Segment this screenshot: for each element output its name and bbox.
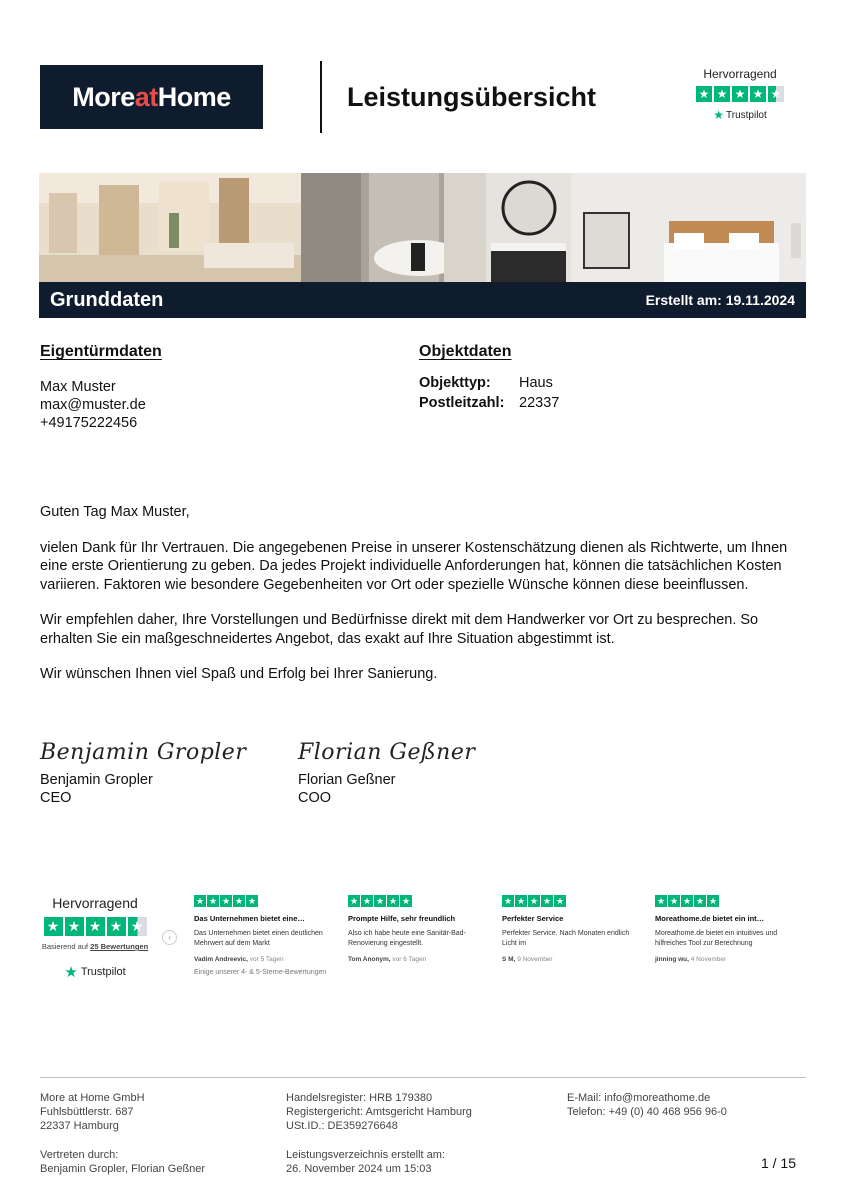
page-number: 1 / 15 [760,1155,796,1171]
trustpilot-header-badge[interactable] [680,67,800,122]
star-icon: ★ [708,896,718,906]
star-icon: ★ [208,896,218,906]
signatory-role: CEO [40,790,72,806]
object-value: Haus [519,375,553,391]
trustpilot-summary[interactable] [40,895,150,981]
footer-divider [40,1077,806,1078]
letter-paragraph: vielen Dank für Ihr Vertrauen. Die angegebenen Preise in unserer Kostenschätzung dienen als Richtwerte, um Ihnen eine erste Orientierung zu geben. Da jedes Projekt individuelle Anforderungen hat, können die tatsächlichen Kosten variieren. Faktoren wie besondere Gegebenheiten vor Ort oder spezielle Wünsche können diese beeinflussen. [40,539,788,593]
object-heading: Objektdaten [419,343,512,360]
letter-body [40,503,810,701]
reviews-note: Einige unserer 4- & 5-Sterne-Bewertungen [194,969,327,976]
review-card[interactable] [348,895,488,963]
handwritten-signature: Florian Geßner [298,740,476,765]
owner-name: Max Muster [40,379,116,395]
logo-text-home: Home [157,81,231,112]
company-logo [40,65,263,129]
owner-phone[interactable]: +49175222456 [40,415,138,431]
review-card[interactable] [194,895,334,963]
review-author-name: Vadim Andreevic, [194,956,248,963]
reviews-count [40,942,150,951]
review-body: Moreathome.de bietet ein intuitives und hilfreiches Tool zur Berechnung [655,930,778,947]
star-icon: ★ [682,896,692,906]
star-icon: ★ [542,896,552,906]
signature-block [298,740,476,807]
letter-paragraph: Wir wünschen Ihnen viel Spaß und Erfolg bei Ihrer Sanierung. [40,666,438,682]
star-icon: ★ [516,896,526,906]
reviews-rating-label: Hervorragend [52,895,138,911]
review-title: Das Unternehmen bietet eine… [194,914,305,923]
review-body: Perfekter Service. Nach Monaten endlich Licht im [502,930,630,947]
star-icon: ★ [234,896,244,906]
review-stars [348,895,488,907]
star-icon: ★ [247,896,257,906]
owner-details [40,378,146,432]
object-key: Postleitzahl: [419,395,505,411]
reviews-count-link[interactable]: 25 Bewertungen [90,942,149,951]
trustpilot-rating-label: Hervorragend [703,67,777,81]
footer-created [286,1148,445,1176]
review-body: Das Unternehmen bietet einen deutlichen Mehrwert auf dem Markt [194,930,323,947]
footer-created-label: Leistungsverzeichnis erstellt am: [286,1149,445,1161]
review-author-name: Tom Anonym, [348,956,391,963]
review-title: Moreathome.de bietet ein int… [655,914,765,923]
footer-contact [567,1091,727,1119]
star-icon: ★ [375,896,385,906]
footer-street: Fuhlsbüttlerstr. 687 [40,1106,134,1118]
trustpilot-star-icon: ★ [713,108,724,122]
review-author [502,956,642,963]
review-card[interactable] [655,895,795,963]
signature-block [40,740,247,807]
star-icon: ★ [732,86,748,102]
half-star-icon: ★ [128,917,147,936]
footer-company [40,1091,145,1133]
object-key: Objekttyp: [419,375,491,391]
star-icon: ★ [86,917,105,936]
header-divider [320,61,322,133]
object-details [419,373,559,413]
document-title: Leistungsübersicht [347,82,597,112]
star-icon: ★ [195,896,205,906]
star-icon: ★ [669,896,679,906]
interior-banner-image [39,173,806,283]
star-icon: ★ [503,896,513,906]
review-age: 9 November [517,956,553,963]
footer-created-value: 26. November 2024 um 15:03 [286,1163,432,1175]
star-icon: ★ [349,896,359,906]
logo-text-more: More [72,81,135,112]
reviews-stars [40,917,150,936]
footer-register-number: Handelsregister: HRB 179380 [286,1092,433,1104]
section-header-grunddaten [39,282,806,318]
letter-greeting: Guten Tag Max Muster, [40,504,190,520]
star-icon: ★ [44,917,63,936]
star-icon: ★ [107,917,126,936]
review-author-name: jinning wu, [655,956,689,963]
review-age: 4 November [690,956,727,963]
review-stars [502,895,642,907]
review-age: vor 6 Tagen [392,956,427,963]
review-author [655,956,795,963]
footer-reps: Benjamin Gropler, Florian Geßner [40,1163,206,1175]
object-row [419,373,559,393]
footer-company-name: More at Home GmbH [40,1092,145,1104]
review-title: Perfekter Service [502,914,564,923]
review-title: Prompte Hilfe, sehr freundlich [348,914,456,923]
trustpilot-brand: Trustpilot [726,109,767,121]
star-icon: ★ [65,917,84,936]
star-icon: ★ [696,86,712,102]
review-stars [194,895,334,907]
star-icon: ★ [750,86,766,102]
created-date: Erstellt am: 19.11.2024 [645,292,795,308]
half-star-icon: ★ [768,86,784,102]
review-body: Also ich habe heute eine Sanitär-Bad-Renovierung eingestellt. [348,930,466,947]
review-author-name: S M, [502,956,516,963]
star-icon: ★ [401,896,411,906]
trustpilot-brand: Trustpilot [80,966,126,978]
star-icon: ★ [362,896,372,906]
owner-heading: Eigentürmdaten [40,343,162,360]
star-icon: ★ [529,896,539,906]
trustpilot-stars [680,86,800,102]
star-icon: ★ [388,896,398,906]
review-stars [655,895,795,907]
star-icon: ★ [714,86,730,102]
star-icon: ★ [656,896,666,906]
logo-text-at: at [134,81,158,112]
section-title: Grunddaten [50,288,164,311]
review-card[interactable] [502,895,642,963]
star-icon: ★ [221,896,231,906]
footer-phone[interactable]: Telefon: +49 (0) 40 468 956 96-0 [567,1106,727,1118]
object-value: 22337 [519,395,560,411]
footer-city: 22337 Hamburg [40,1120,119,1132]
carousel-prev-arrow-icon[interactable]: ‹ [162,930,177,945]
star-icon: ★ [555,896,565,906]
footer-representatives [40,1148,205,1176]
owner-email[interactable]: max@muster.de [40,397,146,413]
signatory-name: Florian Geßner [298,772,396,788]
letter-paragraph: Wir empfehlen daher, Ihre Vorstellungen und Bedürfnisse direkt mit dem Handwerker vor Ort zu besprechen. So erhalten Sie ein maßgeschneidertes Angebot, das exakt auf Ihre Situation abgestimmt ist. [40,612,759,647]
footer-register [286,1091,472,1133]
review-author [348,956,488,963]
footer-court: Registergericht: Amtsgericht Hamburg [286,1106,472,1118]
review-author [194,956,334,963]
handwritten-signature: Benjamin Gropler [40,740,247,765]
trustpilot-star-icon: ★ [64,964,78,981]
signatory-name: Benjamin Gropler [40,772,153,788]
review-age: vor 5 Tagen [249,956,284,963]
footer-rep-label: Vertreten durch: [40,1149,119,1161]
footer-email[interactable]: E-Mail: info@moreathome.de [567,1092,711,1104]
footer-vat: USt.ID.: DE359276648 [286,1120,398,1132]
reviews-count-prefix: Basierend auf [41,942,89,951]
signatory-role: COO [298,790,332,806]
object-row [419,393,559,413]
star-icon: ★ [695,896,705,906]
